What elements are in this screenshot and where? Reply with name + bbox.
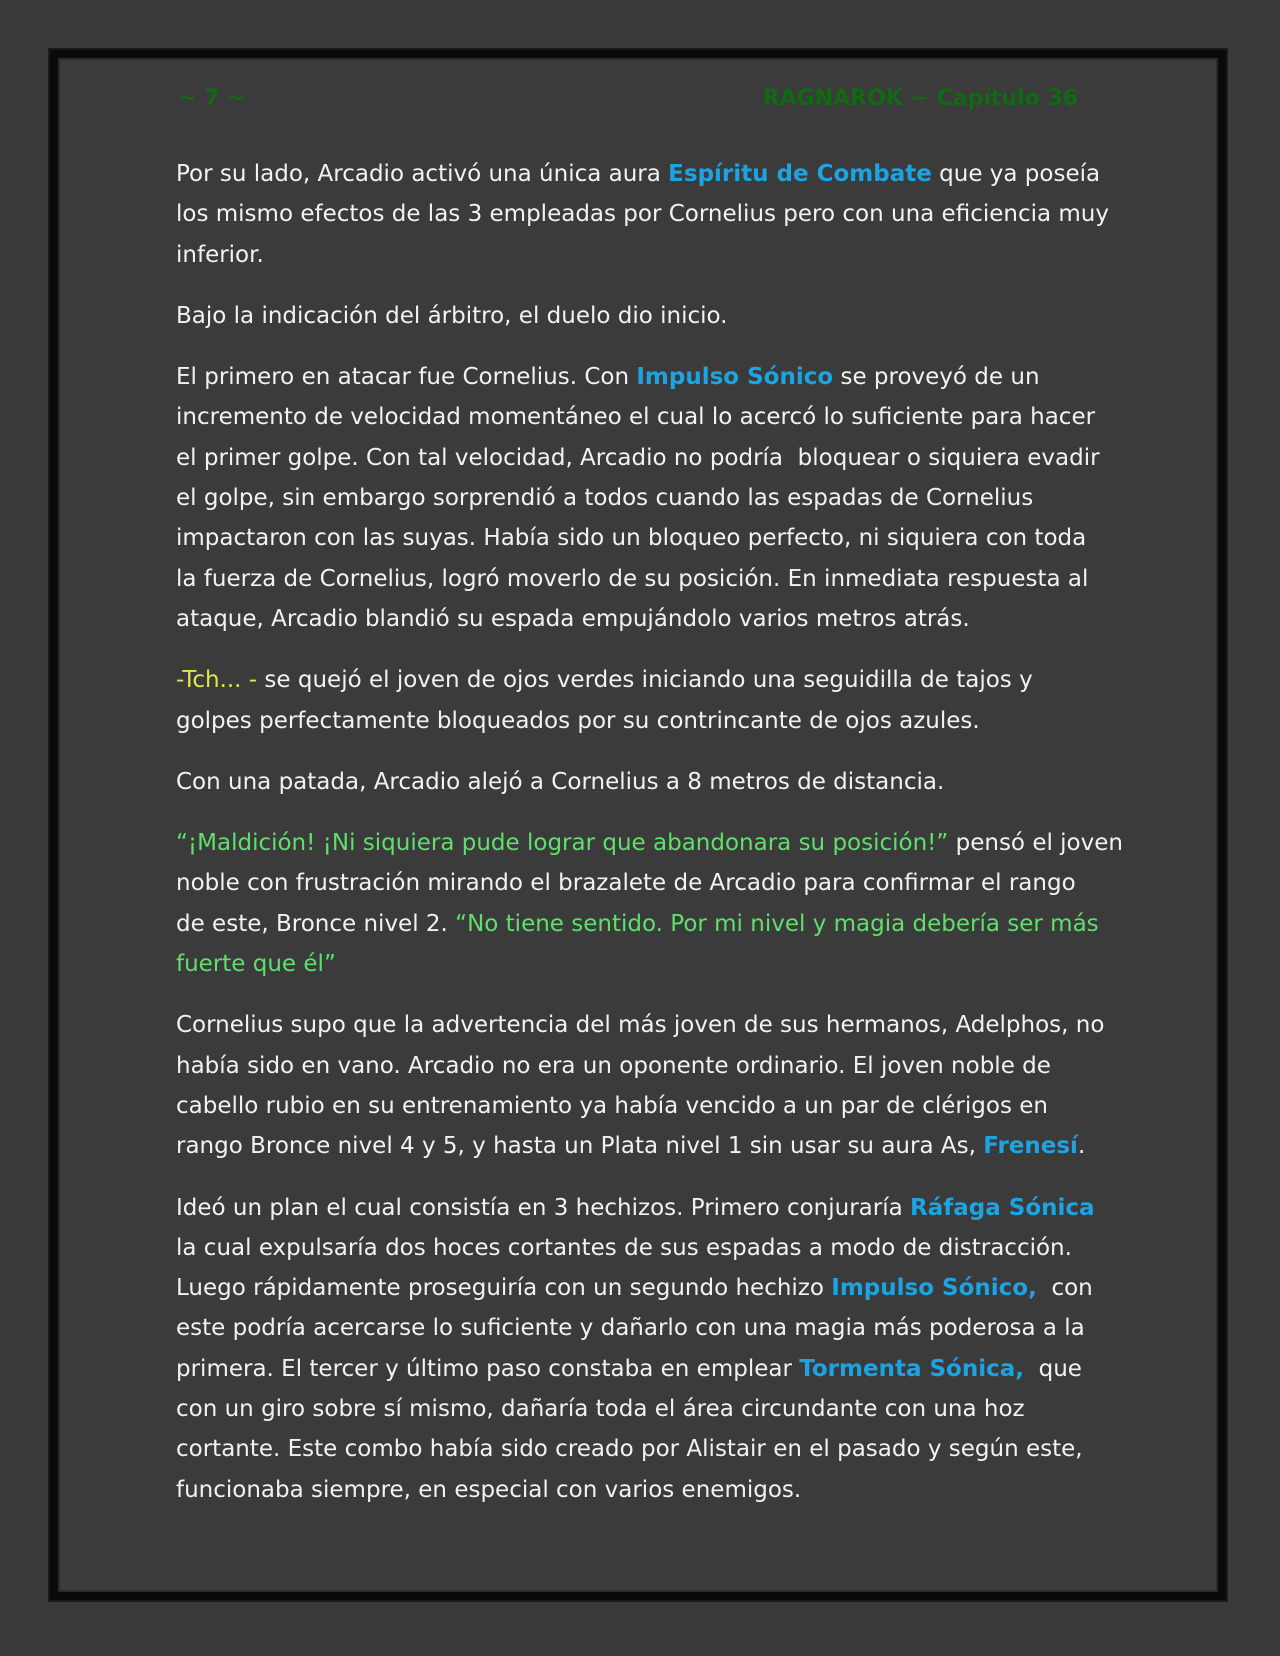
thought-text: “No tiene sentido. Por mi nivel y magia debería ser más: [455, 910, 1099, 937]
text-segment: la fuerza de Cornelius, logró moverlo de su posición. En inmediata respuesta al: [176, 565, 1089, 592]
paragraph: [176, 762, 1116, 802]
text-segment: pensó el joven: [948, 830, 1123, 857]
book-page: [50, 50, 1226, 1600]
text-segment: primera. El tercer y último paso constaba en emplear: [176, 1355, 800, 1382]
text-line: [176, 1046, 1116, 1086]
paragraph: [176, 1005, 1116, 1166]
text-segment: noble con frustración mirando el brazalete de Arcadio para confirmar el rango: [176, 870, 1076, 897]
spell-name: Frenesí: [983, 1133, 1078, 1160]
chapter-text: [176, 154, 1123, 1531]
text-line: [176, 1228, 1116, 1268]
text-line: [176, 1470, 1116, 1510]
text-segment: inferior.: [176, 241, 264, 268]
text-segment: Ideó un plan el cual consistía en 3 hechizos. Primero conjuraría: [176, 1194, 911, 1221]
text-segment: cabello rubio en su entrenamiento ya había vencido a un par de clérigos en: [176, 1092, 1048, 1119]
spell-name: Ráfaga Sónica: [910, 1194, 1095, 1221]
text-segment: se quejó el joven de ojos verdes iniciando una seguidilla de tajos y: [257, 667, 1033, 694]
text-segment: con un giro sobre sí mismo, dañaría toda el área circundante con una hoz: [176, 1396, 1025, 1423]
text-line: [176, 1429, 1116, 1469]
text-line: [176, 438, 1116, 478]
text-line: [176, 154, 1116, 194]
text-segment: impactaron con las suyas. Había sido un bloqueo perfecto, ni siquiera con toda: [176, 525, 1087, 552]
paragraph: [176, 296, 1116, 336]
text-line: [176, 1389, 1116, 1429]
text-segment: El primero en atacar fue Cornelius. Con: [176, 364, 637, 391]
text-segment: golpes perfectamente bloqueados por su contrincante de ojos azules.: [176, 707, 980, 734]
paragraph: [176, 1188, 1116, 1510]
text-line: [176, 1188, 1116, 1228]
text-line: [176, 660, 1116, 700]
text-line: [176, 1126, 1116, 1166]
text-segment: había sido en vano. Arcadio no era un oponente ordinario. El joven noble de: [176, 1052, 1051, 1079]
text-line: [176, 296, 1116, 336]
text-line: [176, 397, 1116, 437]
text-segment: la cual expulsaría dos hoces cortantes de sus espadas a modo de distracción.: [176, 1234, 1072, 1261]
paragraph: [176, 357, 1116, 639]
spell-name: Impulso Sónico,: [831, 1275, 1037, 1302]
paragraph: [176, 660, 1116, 741]
text-segment: funcionaba siempre, en especial con varios enemigos.: [176, 1476, 802, 1503]
text-segment: los mismo efectos de las 3 empleadas por Cornelius pero con una eficiencia muy: [176, 201, 1109, 228]
text-line: [176, 599, 1116, 639]
page-header: [178, 86, 1078, 120]
text-segment: cortante. Este combo había sido creado por Alistair en el pasado y según este,: [176, 1436, 1083, 1463]
page-number: ~ 7 ~: [178, 86, 246, 111]
running-title: RAGNAROK ~ Capítulo 36: [762, 86, 1078, 111]
text-line: [176, 235, 1116, 275]
text-segment: Cornelius supo que la advertencia del más joven de sus hermanos, Adelphos, no: [176, 1012, 1105, 1039]
text-line: [176, 194, 1116, 234]
text-line: [176, 478, 1116, 518]
text-line: [176, 1086, 1116, 1126]
text-segment: de este, Bronce nivel 2.: [176, 910, 456, 937]
text-line: [176, 863, 1116, 903]
dialogue-text: -Tch... -: [176, 667, 258, 694]
text-line: [176, 1268, 1116, 1308]
text-line: [176, 357, 1116, 397]
text-segment: .: [1077, 1133, 1086, 1160]
text-segment: Bajo la indicación del árbitro, el duelo dio inicio.: [176, 302, 728, 329]
paragraph: [176, 823, 1123, 984]
text-line: [176, 701, 1116, 741]
spell-name: Espíritu de Combate: [668, 161, 932, 187]
thought-text: fuerte que él”: [176, 951, 336, 978]
text-line: [176, 944, 1116, 984]
text-segment: ataque, Arcadio blandió su espada empujándolo varios metros atrás.: [176, 605, 970, 632]
text-segment: rango Bronce nivel 4 y 5, y hasta un Plata nivel 1 sin usar su aura As,: [176, 1133, 984, 1160]
text-segment: que: [1024, 1355, 1082, 1382]
paragraph: [176, 154, 1116, 275]
text-segment: este podría acercarse lo suficiente y dañarlo con una magia más poderosa a la: [176, 1315, 1085, 1342]
spell-name: Tormenta Sónica,: [799, 1355, 1024, 1382]
text-segment: que ya poseía: [931, 161, 1101, 187]
text-segment: el golpe, sin embargo sorprendió a todos cuando las espadas de Cornelius: [176, 485, 1034, 512]
text-segment: con: [1036, 1275, 1093, 1302]
text-segment: Luego rápidamente proseguiría con un segundo hechizo: [176, 1275, 832, 1302]
text-segment: incremento de velocidad momentáneo el cual lo acercó lo suficiente para hacer: [176, 404, 1096, 431]
text-segment: Con una patada, Arcadio alejó a Cornelius a 8 metros de distancia.: [176, 768, 945, 795]
text-line: [176, 762, 1116, 802]
text-line: [176, 904, 1116, 944]
spell-name: Impulso Sónico: [636, 364, 834, 391]
text-line: [176, 518, 1116, 558]
text-line: [176, 559, 1116, 599]
text-segment: el primer golpe. Con tal velocidad, Arcadio no podría bloquear o siquiera evadir: [176, 444, 1100, 471]
text-segment: Por su lado, Arcadio activó una única aura: [176, 161, 669, 187]
text-line: [176, 823, 1123, 863]
thought-text: “¡Maldición! ¡Ni siquiera pude lograr que abandonara su posición!”: [176, 830, 949, 857]
text-line: [176, 1005, 1116, 1045]
text-segment: se proveyó de un: [833, 364, 1040, 391]
text-line: [176, 1308, 1116, 1348]
text-line: [176, 1349, 1116, 1389]
